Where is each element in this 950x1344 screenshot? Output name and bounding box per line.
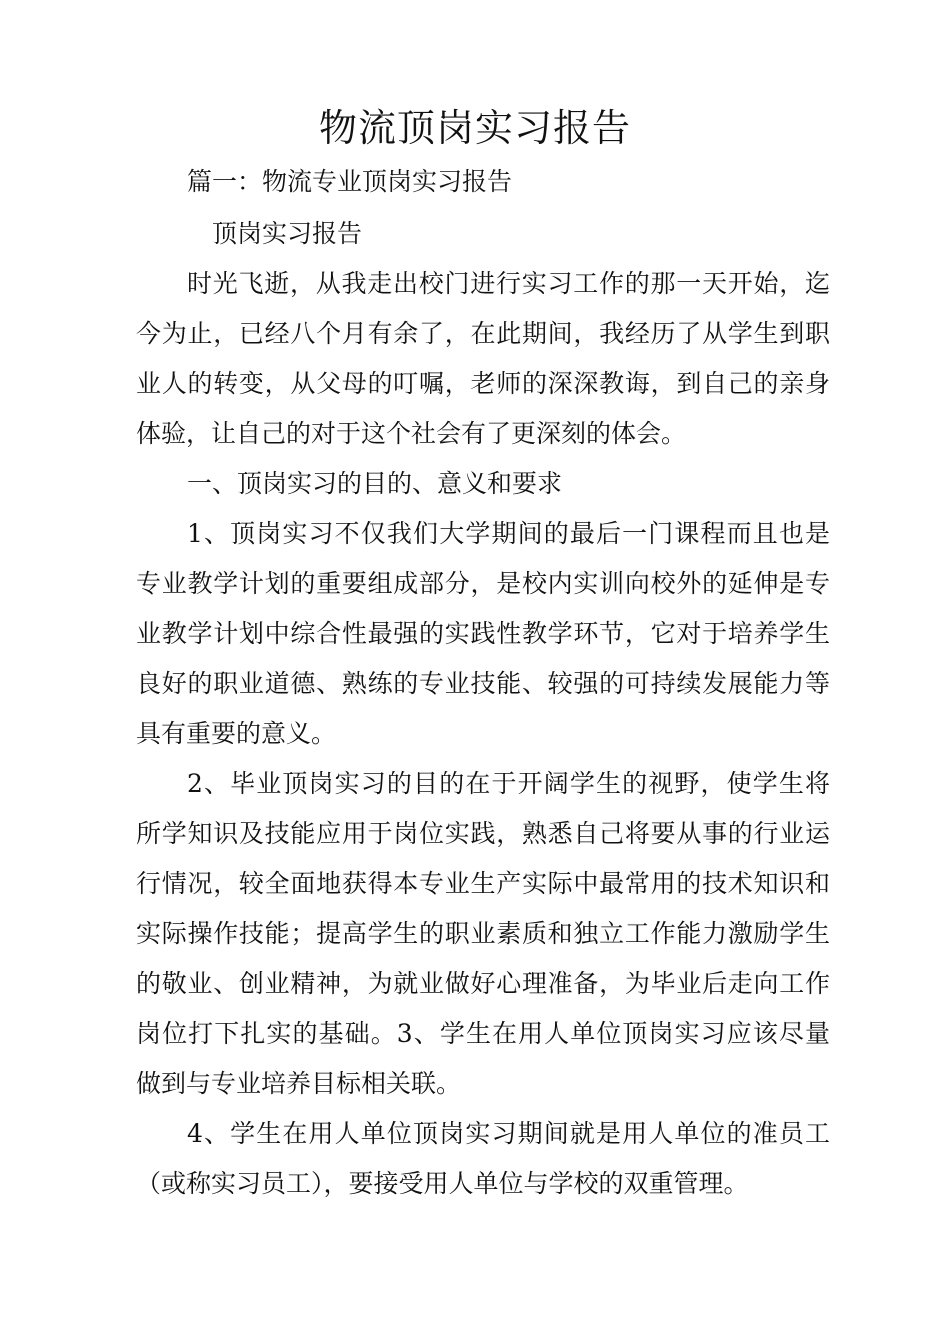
paragraph-line: 今为止，已经八个月有余了，在此期间，我经历了从学生到职 bbox=[136, 319, 830, 348]
paragraph-line: 体验，让自己的对于这个社会有了更深刻的体会。 bbox=[136, 419, 687, 448]
paragraph-line: 做到与专业培养目标相关联。 bbox=[136, 1069, 462, 1098]
paragraph-line: 2、毕业顶岗实习的目的在于开阔学生的视野，使学生将 bbox=[187, 769, 830, 798]
paragraph-line: 4、学生在用人单位顶岗实习期间就是用人单位的准员工 bbox=[187, 1119, 830, 1148]
paragraph-line: 所学知识及技能应用于岗位实践，熟悉自己将要从事的行业运 bbox=[136, 819, 830, 848]
paragraph-line: 业教学计划中综合性最强的实践性教学环节，它对于培养学生 bbox=[136, 619, 830, 648]
section-heading: 篇一：物流专业顶岗实习报告 bbox=[187, 167, 513, 196]
paragraph-line: 具有重要的意义。 bbox=[136, 719, 337, 748]
paragraph-line: 业人的转变，从父母的叮嘱，老师的深深教诲，到自己的亲身 bbox=[136, 369, 830, 398]
paragraph-line: 行情况，较全面地获得本专业生产实际中最常用的技术知识和 bbox=[136, 869, 830, 898]
page-title: 物流顶岗实习报告 bbox=[318, 106, 631, 150]
paragraph-line: 1、顶岗实习不仅我们大学期间的最后一门课程而且也是 bbox=[187, 519, 830, 548]
paragraph-line: 实际操作技能；提高学生的职业素质和独立工作能力激励学生 bbox=[136, 919, 830, 948]
paragraph-line: （或称实习员工），要接受用人单位与学校的双重管理。 bbox=[136, 1169, 749, 1198]
subheading: 顶岗实习报告 bbox=[212, 219, 363, 248]
paragraph-line: 良好的职业道德、熟练的专业技能、较强的可持续发展能力等 bbox=[136, 669, 830, 698]
paragraph-line: 专业教学计划的重要组成部分，是校内实训向校外的延伸是专 bbox=[136, 569, 830, 598]
paragraph-line: 的敬业、创业精神，为就业做好心理准备，为毕业后走向工作 bbox=[136, 969, 830, 998]
paragraph-line: 岗位打下扎实的基础。3、学生在用人单位顶岗实习应该尽量 bbox=[136, 1019, 830, 1048]
section-heading: 一、顶岗实习的目的、意义和要求 bbox=[187, 469, 563, 498]
paragraph-line: 时光飞逝，从我走出校门进行实习工作的那一天开始，迄 bbox=[187, 269, 830, 298]
